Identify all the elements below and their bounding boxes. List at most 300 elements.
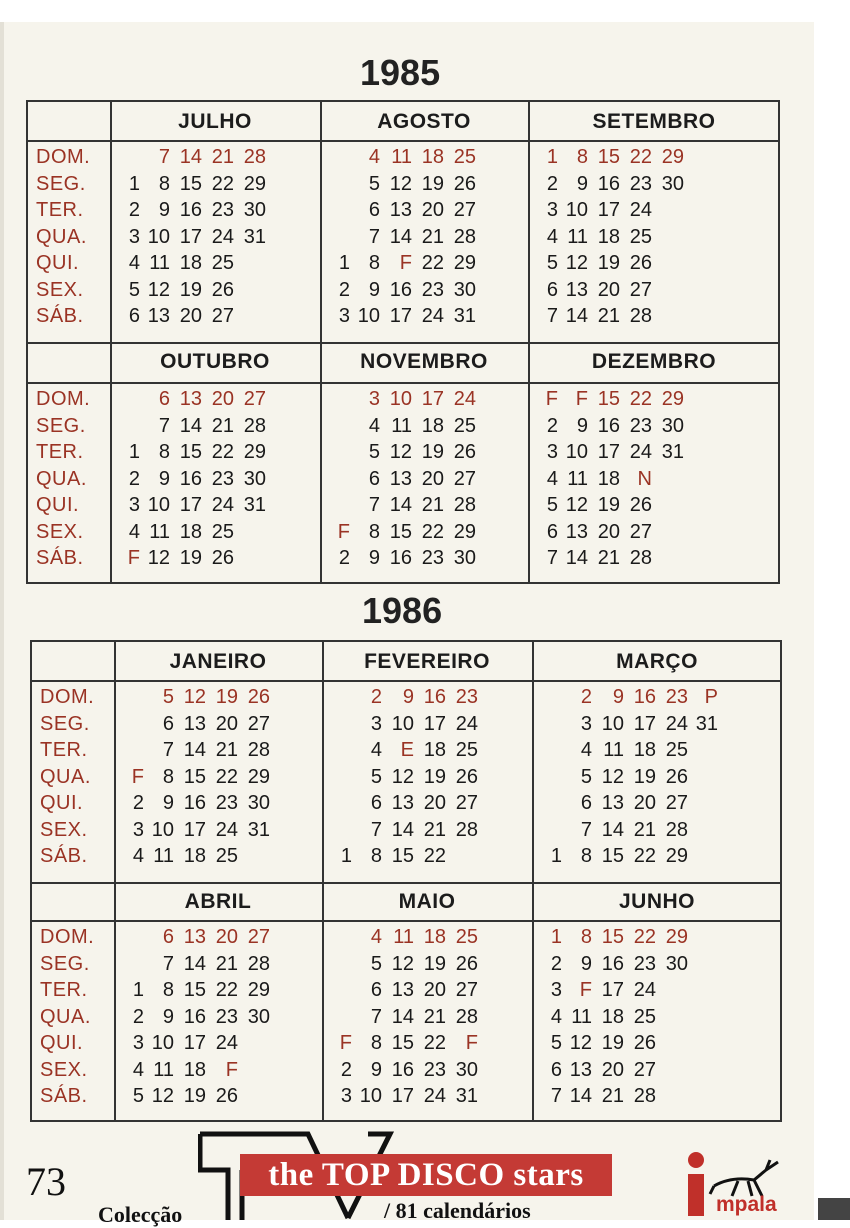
day-cell: 29: [243, 441, 266, 463]
day-cell: 9: [370, 1058, 382, 1081]
day-cell: 12: [147, 547, 170, 569]
day-cell: [652, 305, 684, 328]
day-cell: 2: [550, 952, 562, 975]
day-cell: 21: [215, 952, 238, 975]
weekday-label: QUI.: [40, 792, 84, 814]
day-cell: 30: [243, 467, 266, 490]
day-cell: 16: [633, 686, 656, 708]
day-cell: 6: [162, 712, 174, 735]
week-row: [118, 713, 270, 736]
day-cell: 15: [391, 1032, 414, 1054]
week-row: [114, 388, 266, 411]
day-cell: 27: [455, 979, 478, 1001]
day-cell: 23: [455, 686, 478, 708]
day-cell: 15: [179, 441, 202, 463]
week-row: [532, 415, 684, 438]
day-cell: 15: [183, 765, 206, 788]
week-row: [114, 173, 266, 196]
day-cell: 18: [183, 1058, 206, 1081]
day-cell: 22: [211, 172, 234, 195]
week-row: [114, 252, 266, 275]
day-cell: 25: [629, 225, 652, 248]
day-cell: 17: [183, 818, 206, 841]
day-cell: 3: [580, 712, 592, 735]
day-cell: 1: [550, 926, 562, 948]
day-cell: 14: [183, 739, 206, 761]
impala-wordmark: mpala: [716, 1193, 777, 1216]
day-cell: 6: [368, 467, 380, 490]
week-row: [114, 415, 266, 438]
day-cell: 15: [601, 926, 624, 948]
week-row: [536, 1059, 688, 1082]
day-cell: [652, 226, 684, 249]
day-cell: [324, 441, 350, 464]
day-cell: 21: [421, 225, 444, 248]
day-cell: 18: [423, 926, 446, 948]
day-cell: [656, 1006, 688, 1029]
day-cell: 4: [368, 146, 380, 168]
week-row: [326, 1006, 478, 1029]
day-cell: 20: [633, 792, 656, 814]
week-row: [324, 521, 476, 544]
weekday-label: QUI.: [36, 252, 80, 274]
grid-line: [26, 342, 780, 344]
month-title: FEVEREIRO: [364, 650, 490, 673]
day-cell: [326, 979, 352, 1002]
day-cell: 5: [546, 494, 558, 516]
day-cell: 30: [243, 199, 266, 221]
day-cell: 13: [391, 792, 414, 814]
day-cell: 13: [601, 792, 624, 814]
day-cell: 18: [179, 252, 202, 274]
day-cell: 3: [338, 305, 350, 327]
day-cell: 30: [247, 792, 270, 814]
day-cell: 10: [389, 388, 412, 410]
day-cell: 16: [183, 792, 206, 814]
day-cell: 18: [421, 414, 444, 437]
day-cell: 10: [565, 441, 588, 463]
week-row: [324, 547, 476, 570]
day-cell: [536, 819, 562, 842]
day-cell: [324, 226, 350, 249]
day-cell: 5: [128, 278, 140, 301]
week-row: [536, 845, 718, 868]
day-cell: 7: [368, 225, 380, 248]
week-row: [324, 415, 476, 438]
day-cell: 7: [162, 739, 174, 761]
weekday-label: QUI.: [40, 1032, 84, 1054]
day-cell: 3: [128, 225, 140, 248]
day-cell: 24: [629, 441, 652, 463]
day-cell: 26: [211, 547, 234, 569]
day-cell: [234, 521, 266, 544]
week-row: [532, 252, 684, 275]
day-cell: [656, 1059, 688, 1082]
day-cell: 11: [571, 1005, 592, 1028]
day-cell: 5: [546, 252, 558, 274]
weekday-label: TER.: [40, 739, 88, 761]
grid-line: [110, 100, 112, 584]
day-cell: [326, 926, 352, 949]
day-cell: 23: [629, 172, 652, 195]
weekday-label: SÁB.: [40, 1085, 88, 1107]
day-cell: [326, 953, 352, 976]
day-cell: 30: [455, 1058, 478, 1081]
day-cell: 8: [370, 845, 382, 867]
grid-line: [26, 140, 780, 142]
day-cell: 26: [453, 441, 476, 463]
day-cell: 24: [211, 494, 234, 516]
day-cell: [652, 199, 684, 222]
week-row: [532, 468, 684, 491]
day-cell: [536, 713, 562, 736]
week-row: [326, 819, 478, 842]
week-row: [114, 199, 266, 222]
day-cell: 17: [421, 388, 444, 410]
day-cell: 14: [179, 146, 202, 168]
day-cell: F: [579, 979, 592, 1001]
day-cell: 15: [389, 520, 412, 543]
day-cell: 19: [423, 952, 446, 975]
weekday-label: SÁB.: [36, 305, 84, 327]
day-cell: [238, 1032, 270, 1055]
day-cell: 3: [370, 712, 382, 735]
weekday-label: SEX.: [40, 818, 88, 841]
weekday-label: DOM.: [36, 146, 91, 168]
day-cell: 7: [158, 146, 170, 168]
day-cell: [324, 199, 350, 222]
day-cell: 14: [391, 1005, 414, 1028]
weekday-label: SEX.: [40, 1058, 88, 1081]
day-cell: [536, 739, 562, 762]
day-cell: 29: [661, 388, 684, 410]
day-cell: [536, 766, 562, 789]
day-cell: 5: [550, 1032, 562, 1054]
day-cell: 29: [453, 520, 476, 543]
day-cell: [114, 388, 140, 411]
day-cell: [234, 252, 266, 275]
day-cell: 10: [147, 225, 170, 248]
week-row: [326, 766, 478, 789]
day-cell: 7: [368, 494, 380, 516]
day-cell: 7: [158, 414, 170, 437]
day-cell: 3: [546, 199, 558, 221]
weekday-label: DOM.: [40, 926, 95, 948]
day-cell: 30: [661, 414, 684, 437]
week-row: [536, 713, 718, 736]
day-cell: 7: [162, 952, 174, 975]
day-cell: 9: [580, 952, 592, 975]
day-cell: 2: [132, 1005, 144, 1028]
day-cell: 19: [633, 765, 656, 788]
day-cell: 7: [550, 1085, 562, 1107]
month-title: NOVEMBRO: [360, 350, 488, 373]
week-row: [326, 1059, 478, 1082]
day-cell: 21: [215, 739, 238, 761]
week-row: [532, 305, 684, 328]
day-cell: 16: [179, 199, 202, 221]
day-cell: 9: [368, 547, 380, 569]
day-cell: 22: [215, 979, 238, 1001]
day-cell: 12: [565, 252, 588, 274]
day-cell: 4: [368, 414, 380, 437]
day-cell: 3: [132, 1032, 144, 1054]
day-cell: 31: [243, 225, 266, 248]
weekday-label: QUA.: [36, 467, 87, 490]
day-cell: 6: [162, 926, 174, 948]
day-cell: [536, 686, 562, 709]
day-cell: 25: [211, 520, 234, 543]
month-title: JULHO: [178, 110, 252, 133]
day-cell: 18: [633, 739, 656, 761]
day-cell: 9: [612, 686, 624, 708]
day-cell: 10: [147, 494, 170, 516]
day-cell: 13: [389, 467, 412, 490]
day-cell: 12: [389, 441, 412, 463]
day-cell: 1: [128, 172, 140, 195]
day-cell: 9: [162, 1005, 174, 1028]
week-row: [324, 173, 476, 196]
day-cell: 28: [453, 494, 476, 516]
day-cell: [688, 739, 718, 762]
day-cell: [118, 953, 144, 976]
week-row: [114, 494, 266, 517]
day-cell: 21: [211, 146, 234, 168]
day-cell: 6: [550, 1058, 562, 1081]
day-cell: 10: [151, 1032, 174, 1054]
day-cell: 8: [368, 252, 380, 274]
day-cell: [118, 739, 144, 762]
week-row: [326, 845, 478, 868]
grid-line: [26, 382, 780, 384]
day-cell: [536, 792, 562, 815]
day-cell: 17: [183, 1032, 206, 1054]
day-cell: [326, 1006, 352, 1029]
day-cell: 27: [665, 792, 688, 814]
week-row: [324, 252, 476, 275]
day-cell: 5: [370, 952, 382, 975]
weekday-label: QUA.: [36, 225, 87, 248]
day-cell: 22: [215, 765, 238, 788]
day-cell: 18: [183, 845, 206, 867]
day-cell: 25: [453, 146, 476, 168]
day-cell: 14: [389, 225, 412, 248]
day-cell: 3: [128, 494, 140, 516]
year-title-1986: 1986: [362, 590, 443, 631]
weekday-label: DOM.: [40, 686, 95, 708]
day-cell: 10: [601, 712, 624, 735]
day-cell: 27: [247, 926, 270, 948]
day-cell: 19: [215, 686, 238, 708]
day-cell: 22: [421, 520, 444, 543]
day-cell: 19: [421, 441, 444, 463]
day-cell: 21: [423, 818, 446, 841]
day-cell: 3: [368, 388, 380, 410]
day-cell: 20: [215, 926, 238, 948]
day-cell: 2: [132, 792, 144, 814]
day-cell: [326, 819, 352, 842]
day-cell: 11: [567, 467, 588, 490]
day-cell: 14: [601, 818, 624, 841]
week-row: [532, 441, 684, 464]
day-cell: P: [704, 686, 718, 708]
day-cell: 2: [370, 686, 382, 708]
day-cell: [652, 279, 684, 302]
day-cell: 26: [455, 765, 478, 788]
month-title: JUNHO: [618, 890, 695, 913]
day-cell: 14: [179, 414, 202, 437]
day-cell: 17: [633, 712, 656, 735]
day-cell: [326, 766, 352, 789]
day-cell: 23: [421, 278, 444, 301]
day-cell: 29: [453, 252, 476, 274]
day-cell: 19: [183, 1085, 206, 1107]
day-cell: 8: [580, 845, 592, 867]
weekday-label: QUI.: [36, 494, 80, 516]
day-cell: [652, 494, 684, 517]
day-cell: 20: [423, 979, 446, 1001]
week-row: [536, 819, 718, 842]
day-cell: 22: [423, 845, 446, 867]
day-cell: [238, 1059, 270, 1082]
day-cell: 21: [633, 818, 656, 841]
day-cell: 8: [370, 1032, 382, 1054]
week-row: [114, 279, 266, 302]
day-cell: 28: [243, 146, 266, 168]
day-cell: 24: [215, 1032, 238, 1054]
month-title: DEZEMBRO: [591, 350, 717, 373]
day-cell: F: [131, 765, 144, 788]
day-cell: [688, 792, 718, 815]
day-cell: 14: [183, 952, 206, 975]
day-cell: 27: [243, 388, 266, 410]
day-cell: 16: [183, 1005, 206, 1028]
week-row: [324, 279, 476, 302]
day-cell: 1: [128, 441, 140, 463]
day-cell: [118, 686, 144, 709]
day-cell: [326, 739, 352, 762]
weekday-label: TER.: [40, 979, 88, 1001]
day-cell: 18: [597, 225, 620, 248]
day-cell: 16: [601, 952, 624, 975]
day-cell: 9: [576, 414, 588, 437]
week-row: [114, 226, 266, 249]
day-cell: [324, 173, 350, 196]
day-cell: 1: [546, 146, 558, 168]
day-cell: 4: [580, 739, 592, 761]
day-cell: 22: [633, 845, 656, 867]
day-cell: [114, 146, 140, 169]
weekday-label: DOM.: [36, 388, 91, 410]
day-cell: [234, 279, 266, 302]
day-cell: 2: [338, 278, 350, 301]
day-cell: 30: [453, 278, 476, 301]
week-row: [532, 226, 684, 249]
day-cell: 4: [128, 252, 140, 274]
day-cell: 27: [453, 199, 476, 221]
colecao-label: Colecção: [98, 1202, 183, 1227]
week-row: [118, 1006, 270, 1029]
week-row: [118, 686, 270, 709]
day-cell: 8: [162, 979, 174, 1001]
day-cell: 25: [453, 414, 476, 437]
day-cell: 5: [580, 765, 592, 788]
day-cell: 23: [665, 686, 688, 708]
day-cell: 24: [421, 305, 444, 327]
day-cell: [324, 415, 350, 438]
day-cell: 11: [153, 1058, 174, 1081]
day-cell: 27: [629, 278, 652, 301]
week-row: [326, 1085, 478, 1108]
day-cell: 8: [368, 520, 380, 543]
weekday-label: TER.: [36, 441, 84, 463]
day-cell: 11: [391, 146, 412, 168]
day-cell: 7: [370, 1005, 382, 1028]
weekday-label: TER.: [36, 199, 84, 221]
day-cell: 26: [665, 765, 688, 788]
day-cell: 31: [247, 818, 270, 841]
week-row: [118, 766, 270, 789]
day-cell: 12: [565, 494, 588, 516]
day-cell: 25: [211, 252, 234, 274]
day-cell: 5: [370, 765, 382, 788]
day-cell: 23: [421, 547, 444, 569]
day-cell: 30: [453, 547, 476, 569]
month-title: ABRIL: [184, 890, 252, 913]
weekday-label: SEG.: [36, 172, 86, 195]
day-cell: 27: [633, 1058, 656, 1081]
day-cell: 10: [151, 818, 174, 841]
week-row: [536, 766, 718, 789]
day-cell: 31: [453, 305, 476, 327]
year-title-1985: 1985: [360, 52, 441, 93]
week-row: [324, 441, 476, 464]
day-cell: 13: [179, 388, 202, 410]
day-cell: 31: [243, 494, 266, 516]
day-cell: [324, 468, 350, 491]
day-cell: 18: [423, 739, 446, 761]
day-cell: 27: [211, 305, 234, 327]
day-cell: 31: [661, 441, 684, 463]
day-cell: 23: [629, 414, 652, 437]
day-cell: 1: [132, 979, 144, 1001]
day-cell: 28: [455, 818, 478, 841]
day-cell: 19: [601, 1032, 624, 1054]
day-cell: [326, 686, 352, 709]
calendarios-label: / 81 calendários: [384, 1198, 531, 1223]
day-cell: 5: [368, 172, 380, 195]
day-cell: 8: [162, 765, 174, 788]
day-cell: 24: [453, 388, 476, 410]
weekday-label: SÁB.: [40, 845, 88, 867]
week-row: [536, 979, 688, 1002]
day-cell: 13: [569, 1058, 592, 1081]
day-cell: 10: [357, 305, 380, 327]
day-cell: 13: [565, 520, 588, 543]
day-cell: 19: [597, 494, 620, 516]
day-cell: 16: [597, 172, 620, 195]
week-row: [532, 547, 684, 570]
day-cell: 2: [580, 686, 592, 708]
day-cell: 13: [183, 712, 206, 735]
day-cell: 24: [215, 818, 238, 841]
day-cell: 12: [151, 1085, 174, 1107]
day-cell: 17: [601, 979, 624, 1001]
day-cell: 28: [633, 1085, 656, 1107]
day-cell: 20: [215, 712, 238, 735]
day-cell: 17: [391, 1085, 414, 1107]
weekday-label: SEX.: [36, 520, 84, 543]
